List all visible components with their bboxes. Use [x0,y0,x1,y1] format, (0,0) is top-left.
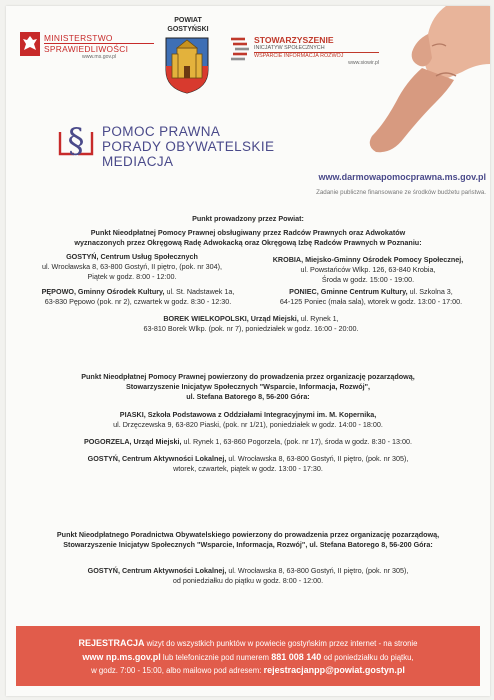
location-address: ul. Powstańców Wlkp. 126, 63-840 Krobia, [300,265,436,274]
legal-aid-logo-icon [56,116,96,164]
brand-url-link[interactable]: www.darmowapomocprawna.ms.gov.pl [318,172,486,182]
location-borek [66,314,436,334]
location-name: PONIEC, Gminne Centrum Kultury, [289,287,408,296]
location-address: 64-125 Poniec (mała sala), wtorek w godz. 13:00 - 17:00. [279,297,463,306]
powiat-line1: POWIAT [174,17,202,24]
powiat-intro-line1: Punkt Nieodpłatnej Pomocy Prawnej obsługiwany przez Radców Prawnych oraz Adwokatów [90,228,406,237]
location-address: 63-830 Pępowo (pok. nr 2), czwartek w godz. 8:30 - 12:30. [44,297,232,306]
ministry-url: www.ms.gov.pl [82,54,117,60]
powiat-section-title: Punkt prowadzony przez Powiat: [192,214,304,223]
poradnictwo-intro-line1: Punkt Nieodpłatnego Poradnictwa Obywatelskiego powierzony do prowadzenia przez organizację pozarządową, [56,530,440,539]
location-name: POGORZELA, Urząd Miejski, [84,437,182,446]
stowarzyszenie-url: www.siowir.pl [348,60,379,66]
brand-line1: POMOC PRAWNA [102,124,221,139]
registration-text2: lub telefonicznie pod numerem [160,652,272,662]
powiat-section-intro [6,228,490,248]
handshake-image [336,6,490,156]
location-gostyn-poradnictwo [16,566,480,586]
location-poniec [256,287,486,307]
location-name: PĘPOWO, Gminny Ośrodek Kultury, [41,287,165,296]
location-street: ul. Szkolna 3, [407,287,453,296]
ngo-intro-line1: Punkt Nieodpłatnej Pomocy Prawnej powierzony do prowadzenia przez organizację pozarządową, [81,372,415,381]
registration-lead: REJESTRACJA [78,638,145,648]
location-name: GOSTYŃ, Centrum Aktywności Lokalnej, [87,454,227,463]
ministry-logo-text [44,34,154,60]
location-street: ul. Rynek 1, [298,314,339,323]
registration-banner [16,626,480,686]
registration-email-link[interactable]: rejestracjanpp@powiat.gostyn.pl [263,665,405,675]
registration-phone-link[interactable]: 881 008 140 [271,651,322,662]
ngo-intro-line3: ul. Stefana Batorego 8, 56-200 Góra: [186,392,310,401]
location-address: ul. Wrocławska 8, 63-800 Gostyń, II piętro, (pok. nr 304), [41,262,223,271]
location-address: 63-810 Borek Wlkp. (pok. nr 7), poniedziałek w godz. 16:00 - 20:00. [143,324,359,333]
location-piaski [16,410,480,430]
location-krobia [250,255,486,285]
location-name: BOREK WIELKOPOLSKI, Urząd Miejski, [163,314,299,323]
location-gostyn-cus [22,252,242,282]
location-hours: od poniedziałku do piątku w godz. 8:00 - 12:00. [172,576,324,585]
location-pepowo [18,287,258,307]
ngo-section-intro [6,372,490,402]
stowarzyszenie-line2: INICJATYW SPOŁECZNYCH [254,45,325,51]
svg-text:§: § [67,121,85,161]
brand-line3: MEDIACJA [102,154,174,169]
brand-line2: PORADY OBYWATELSKIE [102,139,275,154]
location-name: GOSTYŃ, Centrum Aktywności Lokalnej, [87,566,227,575]
poradnictwo-section-intro [6,530,490,550]
registration-text3: od poniedziałku do piątku, [321,652,414,662]
ngo-intro-line2: Stowarzyszenie Inicjatyw Społecznych "Wsparcie, Informacja, Rozwój", [125,382,371,391]
ministry-line1: MINISTERSTWO [44,33,113,43]
poradnictwo-intro-line2: Stowarzyszenie Inicjatyw Społecznych "Wsparcie, Informacja, Rozwój", ul. Stefana Batorego 8, 56-200 Góra: [63,540,433,549]
stowarzyszenie-line1: STOWARZYSZENIE [254,35,334,45]
location-hours: wtorek, czwartek, piątek w godz. 13:00 - 17:30. [173,464,323,473]
powiat-line2: GOSTYŃSKI [167,26,209,33]
location-name: PIASKI, Szkoła Podstawowa z Oddziałami Integracyjnymi im. M. Kopernika, [119,410,377,419]
location-hours: Piątek w godz. 8:00 - 12:00. [87,272,177,281]
registration-text1: wizyt do wszystkich punktów w powiecie gostyńskim przez internet - na stronie [144,639,418,648]
powiat-intro-line2: wyznaczonych przez Okręgową Radę Adwokacką oraz Okręgową Izbę Radców Prawnych w Poznaniu: [74,238,422,247]
location-name: GOSTYŃ, Centrum Usług Społecznych [66,252,198,261]
registration-text4: w godz. 7:00 - 15:00, albo mailowo pod adresem: [91,666,264,675]
location-pogorzela [16,437,480,447]
eagle-emblem-icon [20,32,40,56]
location-address: ul. Rynek 1, 63-860 Pogorzela, (pok. nr 17), środa w godz. 8:30 - 13:00. [181,437,412,446]
stowarzyszenie-logo-icon [228,36,250,62]
location-address: ul. Drzęczewska 9, 63-820 Piaski, (pok. nr 1/21), poniedziałek w godz. 14:00 - 18:00. [113,420,383,429]
powiat-title [156,16,220,34]
brand-block [102,124,322,169]
location-hours: Środa w godz. 15:00 - 19:00. [321,275,415,284]
powiat-crest-icon [164,36,210,94]
flyer-page [6,6,490,696]
location-street: ul. St. Nadstawek 1a, [164,287,235,296]
stowarzyszenie-line3: WSPARCIE INFORMACJA ROZWÓJ [254,52,379,60]
location-address: ul. Wrocławska 8, 63-800 Gostyń, II piętro, (pok. nr 305), [226,566,409,575]
location-address: ul. Wrocławska 8, 63-800 Gostyń, II piętro, (pok. nr 305), [226,454,409,463]
location-gostyn-cal [16,454,480,474]
location-name: KROBIA, Miejsko-Gminny Ośrodek Pomocy Społecznej, [272,255,464,264]
funding-note: Zadanie publiczne finansowane ze środków budżetu państwa. [316,189,486,196]
ministry-line2: SPRAWIEDLIWOŚCI [44,43,154,54]
registration-url-link[interactable]: www np.ms.gov.pl [82,651,161,662]
